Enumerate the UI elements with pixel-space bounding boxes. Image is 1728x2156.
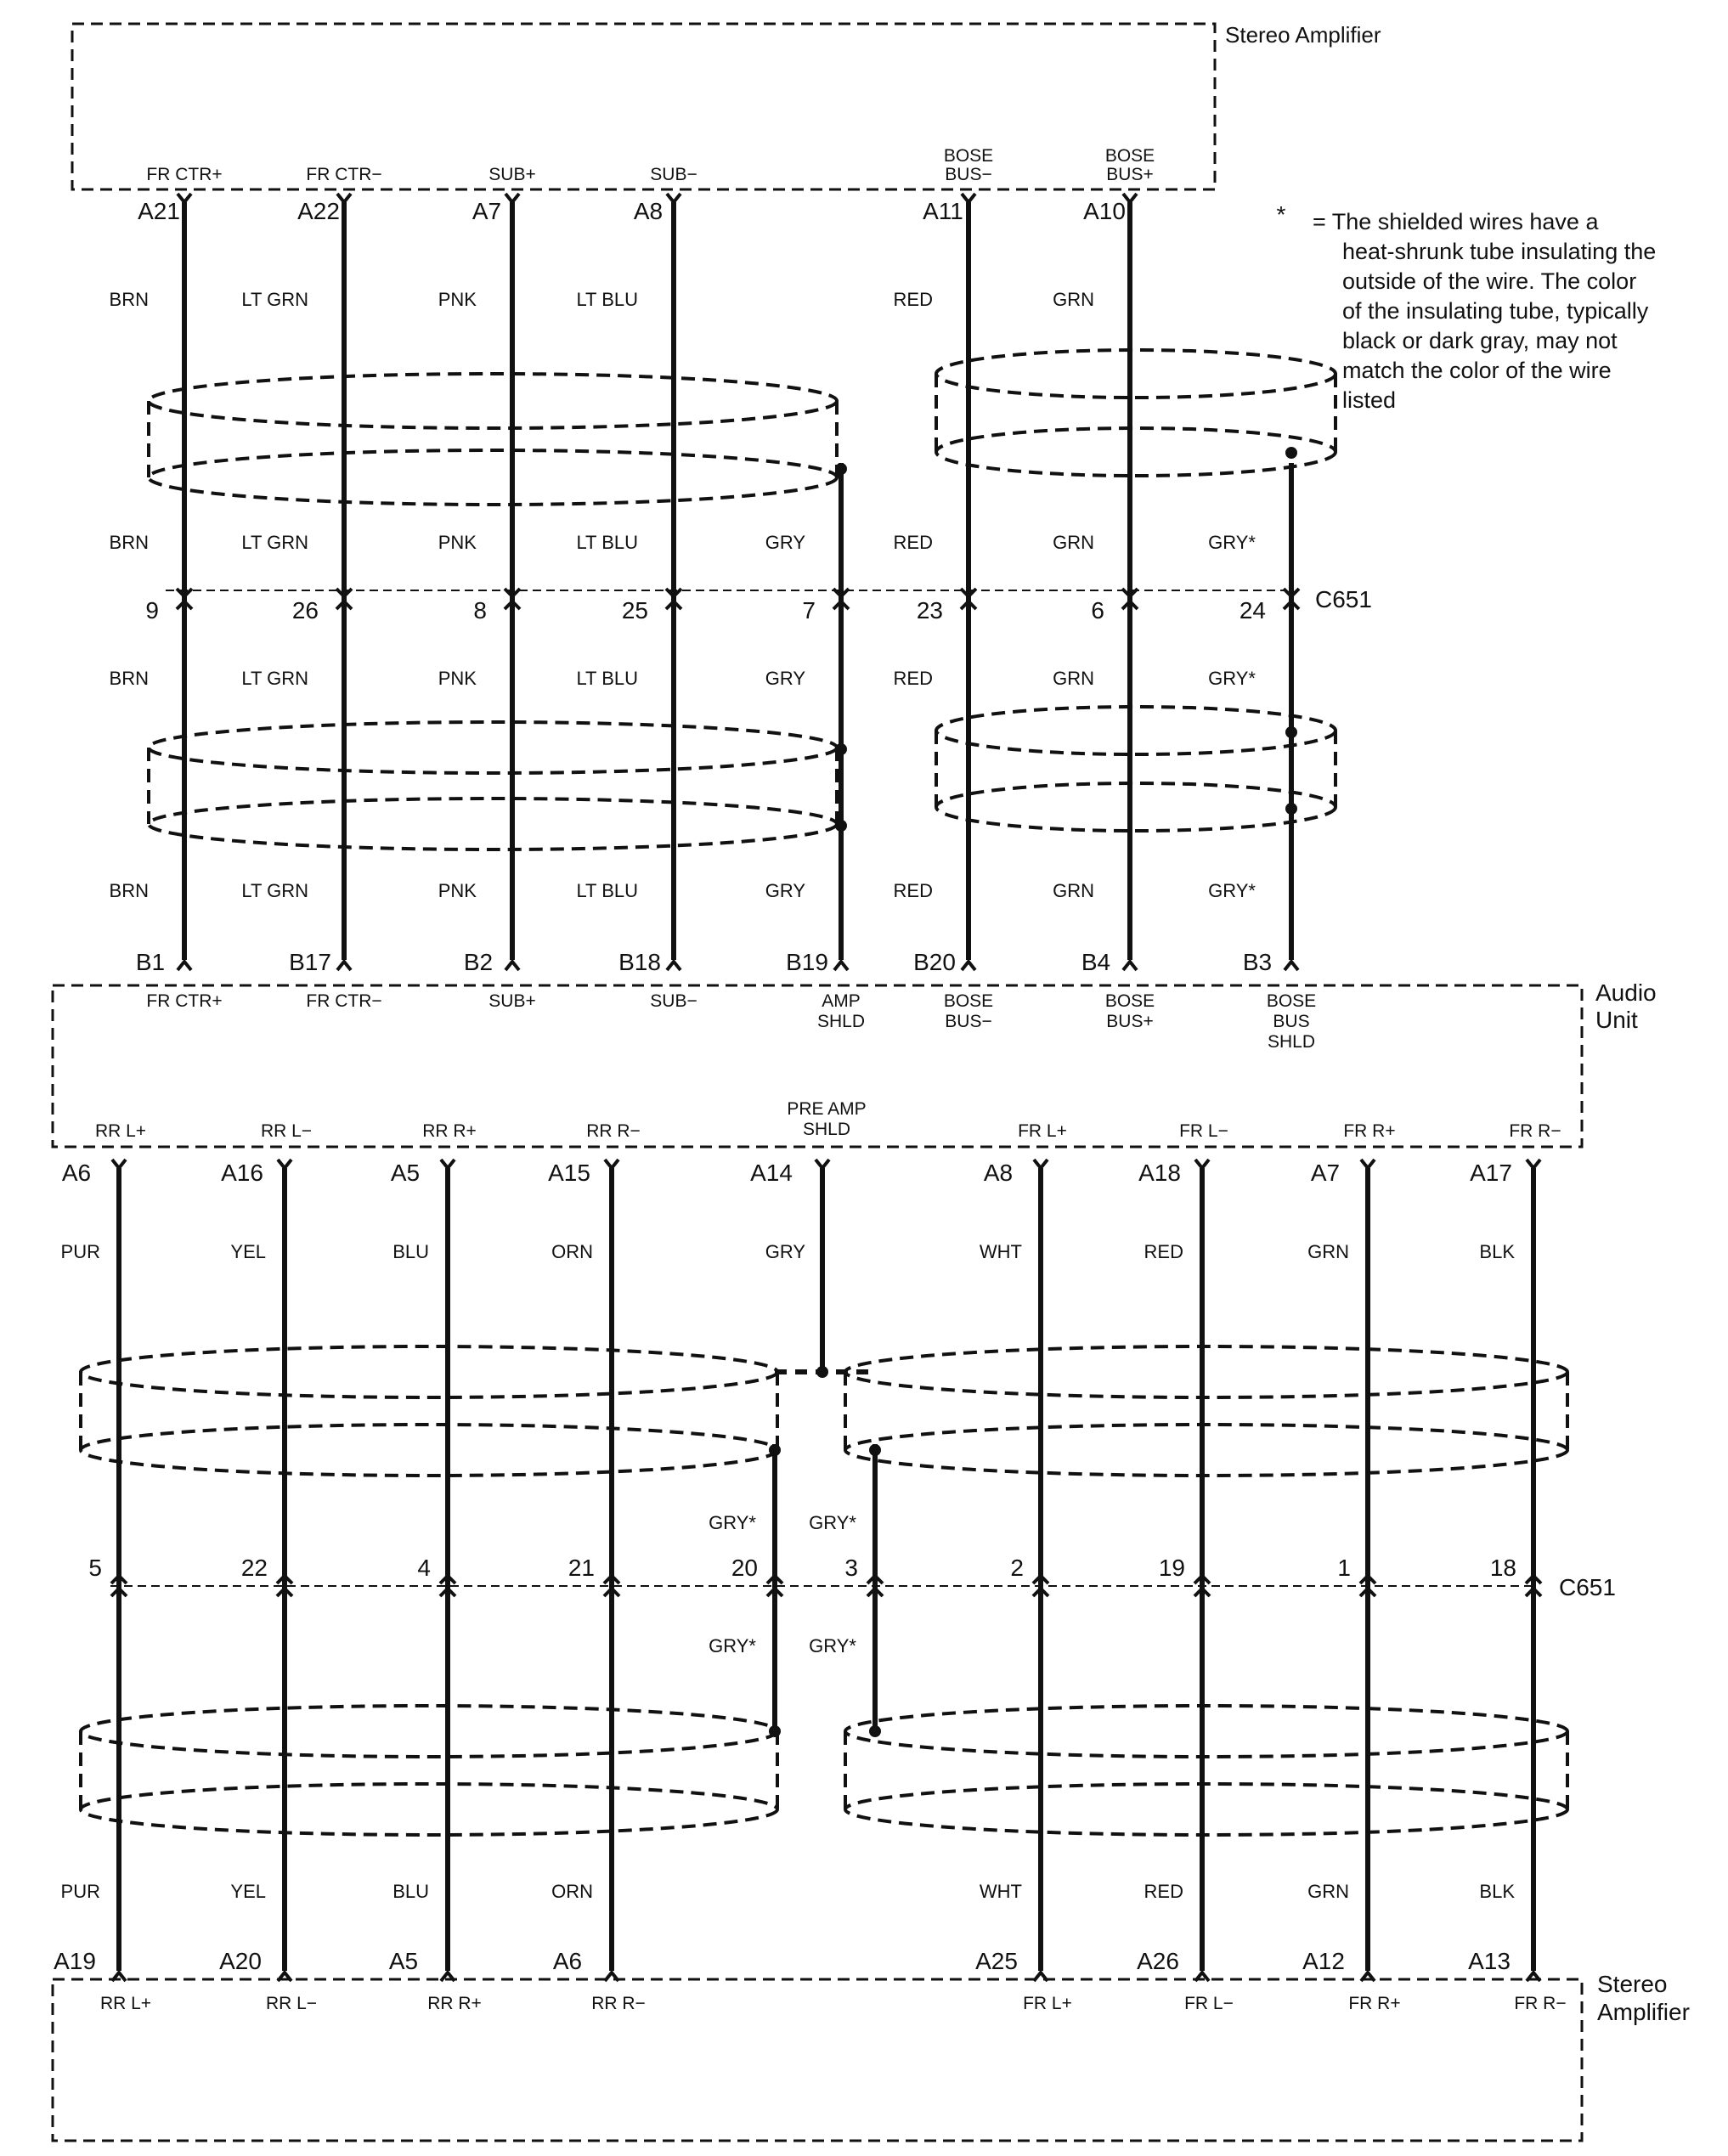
lower-color-top-3: ORN [551, 1241, 593, 1262]
lower-bottom-func-0: RR L+ [99, 1994, 152, 2013]
upper-color-mid-bottom-0: BRN [109, 668, 149, 689]
upper-color-bottom-5: RED [893, 880, 933, 901]
lower-shield-right-2-top [845, 1706, 1567, 1757]
upper-top-pin-3: A8 [633, 198, 664, 224]
upper-bottom-func-3-0: SUB− [650, 991, 697, 1011]
lower-top-pin-mark-5 [1195, 1160, 1209, 1168]
lower-c651-pin-6: 1 [1337, 1555, 1351, 1581]
upper-c651-pin-2: 8 [473, 597, 487, 624]
lower-bottom-pin-mark-3 [605, 1973, 618, 1981]
upper-color-mid-bottom-5: RED [893, 668, 933, 689]
drain-c651-pin-1: 3 [844, 1555, 858, 1581]
upper-top-pin-2: A7 [472, 198, 502, 224]
note-line-1: heat-shrunk tube insulating the [1342, 239, 1657, 264]
c651-label-lower: C651 [1559, 1574, 1616, 1600]
upper-bottom-pin-mark-6 [1123, 962, 1137, 970]
upper-top-func-6-0: BOSE [1104, 146, 1155, 166]
upper-top-func-3-0: SUB− [650, 165, 697, 184]
upper-bottom-pin-0: B1 [135, 949, 166, 975]
lower-bottom-pin-5: A26 [1137, 1948, 1179, 1974]
note-line-0: = The shielded wires have a [1313, 209, 1599, 234]
lower-color-top-4: WHT [979, 1241, 1022, 1262]
lower-color-bottom-0: PUR [60, 1881, 100, 1902]
lower-top-pin-3: A15 [548, 1160, 590, 1186]
lower-shield-left-1-drain [769, 1444, 781, 1456]
lower-top-pin-0: A6 [61, 1160, 92, 1186]
upper-bottom-func-5-1: BUS− [945, 1012, 992, 1031]
upper-color-bottom-0: BRN [109, 880, 149, 901]
lower-color-bottom-6: GRN [1307, 1881, 1349, 1902]
preamp-func-0: PRE AMP [787, 1099, 867, 1119]
stereo-amplifier-box-upper [72, 24, 1215, 189]
lower-c651-pin-0: 5 [88, 1555, 102, 1581]
lower-top-pin-mark-7 [1527, 1160, 1540, 1168]
preamp-pin: A14 [750, 1160, 793, 1186]
lower-shield-left-2-drain [769, 1725, 781, 1737]
lower-shield-left-1 [81, 1346, 777, 1476]
lower-top-pin-6: A7 [1310, 1160, 1341, 1186]
lower-bottom-func-6: FR R+ [1348, 1994, 1401, 2013]
lower-shield-right-2 [845, 1706, 1567, 1835]
lower-top-pin-mark-4 [1034, 1160, 1048, 1168]
upper-shield-left-1 [149, 374, 837, 505]
lower-top-func-6: FR R+ [1343, 1121, 1396, 1141]
lower-shield-right-2-drain [869, 1725, 881, 1737]
upper-top-func-5-1: BUS− [945, 165, 992, 184]
lower-shield-right-1-drain [869, 1444, 881, 1456]
upper-color-bottom-2: PNK [438, 880, 477, 901]
upper-bottom-func-7-0: BOSE [1266, 991, 1317, 1011]
lower-color-bottom-1: YEL [230, 1881, 266, 1902]
upper-color-mid-bottom-1: LT GRN [241, 668, 308, 689]
lower-bottom-func-7: FR R− [1514, 1994, 1567, 2013]
upper-top-func-6-1: BUS+ [1106, 165, 1154, 184]
upper-color-mid-top-6: GRN [1053, 532, 1094, 553]
upper-bottom-pin-3: B18 [618, 949, 661, 975]
preamp-func-1: SHLD [802, 1120, 851, 1139]
c651-label-upper: C651 [1315, 586, 1372, 612]
upper-shield-left-2-drain-a [835, 743, 847, 755]
lower-shield-left-2-bottom [81, 1784, 777, 1835]
note-line-5: match the color of the wire [1342, 358, 1612, 383]
upper-top-pin-mark-5 [962, 194, 975, 202]
lower-top-pin-mark-6 [1361, 1160, 1375, 1168]
upper-shield-left-1-top [149, 374, 837, 428]
lower-top-pin-7: A17 [1470, 1160, 1512, 1186]
upper-top-pin-5: A11 [923, 198, 963, 224]
upper-top-func-2-0: SUB+ [488, 165, 536, 184]
lower-shield-left-1-top [81, 1346, 777, 1397]
lower-bottom-func-3: RR R− [591, 1994, 646, 2013]
preamp-junction [816, 1366, 828, 1378]
upper-top-func-5-0: BOSE [943, 146, 994, 166]
lower-c651-pin-4: 2 [1010, 1555, 1024, 1581]
lower-color-top-1: YEL [230, 1241, 266, 1262]
upper-bottom-func-5-0: BOSE [943, 991, 994, 1011]
upper-bottom-pin-6: B4 [1081, 949, 1111, 975]
upper-bottom-func-0-0: FR CTR+ [146, 991, 223, 1011]
upper-bottom-pin-7: B3 [1242, 949, 1273, 975]
upper-shield-right-1-top [936, 350, 1336, 398]
lower-color-bottom-5: RED [1144, 1881, 1183, 1902]
upper-top-pin-6: A10 [1083, 198, 1126, 224]
upper-color-top-3: LT BLU [576, 289, 638, 310]
lower-color-bottom-2: BLU [392, 1881, 429, 1902]
lower-top-func-5: FR L− [1179, 1121, 1228, 1141]
lower-top-pin-mark-0 [112, 1160, 126, 1168]
upper-bottom-pin-5: B20 [913, 949, 956, 975]
lower-amp-title-1: Stereo [1597, 1971, 1668, 1997]
drain-color-below-0: GRY* [709, 1635, 756, 1657]
upper-shield-left-2 [149, 722, 837, 849]
lower-top-pin-mark-2 [441, 1160, 455, 1168]
upper-top-func-1-0: FR CTR− [306, 165, 382, 184]
upper-shield-right-1-bottom [936, 428, 1336, 476]
shield-tubes [81, 350, 1567, 1835]
upper-shield-right-1-drain [1285, 447, 1297, 459]
upper-color-top-0: BRN [109, 289, 149, 310]
lower-top-pin-mark-3 [605, 1160, 618, 1168]
upper-color-mid-top-7: GRY* [1208, 532, 1256, 553]
upper-bottom-pin-4: B19 [786, 949, 828, 975]
upper-top-pin-1: A22 [297, 198, 340, 224]
upper-bottom-pin-mark-5 [962, 962, 975, 970]
upper-shield-left-2-drain-b [835, 820, 847, 832]
lower-shield-right-2-bottom [845, 1784, 1567, 1835]
upper-color-mid-top-4: GRY [765, 532, 805, 553]
lower-shield-right-1-bottom [845, 1425, 1567, 1476]
upper-color-bottom-4: GRY [765, 880, 805, 901]
lower-c651-pin-7: 18 [1489, 1555, 1516, 1581]
drain-color-above-1: GRY* [809, 1512, 856, 1533]
upper-shield-left-2-bottom [149, 799, 837, 849]
note-line-6: listed [1342, 387, 1397, 413]
lower-shield-right-1 [845, 1346, 1567, 1476]
upper-color-mid-top-3: LT BLU [576, 532, 638, 553]
upper-bottom-pin-1: B17 [289, 949, 331, 975]
upper-color-bottom-1: LT GRN [241, 880, 308, 901]
lower-bottom-pin-7: A13 [1468, 1948, 1511, 1974]
upper-shield-right-2-top [936, 707, 1336, 754]
upper-c651-pin-3: 25 [621, 597, 648, 624]
upper-bottom-pin-mark-3 [667, 962, 680, 970]
upper-bottom-pin-mark-1 [337, 962, 351, 970]
upper-color-top-1: LT GRN [241, 289, 308, 310]
upper-bottom-pin-mark-2 [505, 962, 519, 970]
upper-c651-pin-0: 9 [145, 597, 159, 624]
lower-shield-right-1-top [845, 1346, 1567, 1397]
preamp-color: GRY [765, 1241, 805, 1262]
upper-bottom-pin-mark-7 [1285, 962, 1298, 970]
upper-top-pin-0: A21 [138, 198, 180, 224]
upper-bottom-pin-mark-0 [178, 962, 191, 970]
lower-bottom-pin-2: A5 [388, 1948, 419, 1974]
upper-bottom-func-4-0: AMP [822, 991, 861, 1011]
lower-bottom-pin-1: A20 [219, 1948, 262, 1974]
lower-bottom-func-2: RR R+ [427, 1994, 482, 2013]
upper-bottom-pin-mark-4 [834, 962, 848, 970]
note-line-2: outside of the wire. The color [1342, 268, 1637, 294]
drain-color-above-0: GRY* [709, 1512, 756, 1533]
upper-color-mid-top-0: BRN [109, 532, 149, 553]
upper-color-bottom-3: LT BLU [576, 880, 638, 901]
upper-bottom-func-6-1: BUS+ [1106, 1012, 1154, 1031]
upper-c651-pin-4: 7 [802, 597, 816, 624]
upper-c651-pin-1: 26 [291, 597, 319, 624]
upper-c651-pin-5: 23 [916, 597, 943, 624]
lower-bottom-pin-mark-4 [1034, 1973, 1048, 1981]
lower-top-func-3: RR R− [586, 1121, 641, 1141]
upper-color-mid-top-2: PNK [438, 532, 477, 553]
upper-bottom-func-6-0: BOSE [1104, 991, 1155, 1011]
lower-shield-left-2 [81, 1706, 777, 1835]
note-asterisk: * [1276, 201, 1286, 228]
lower-top-pin-mark-1 [278, 1160, 291, 1168]
upper-color-mid-bottom-7: GRY* [1208, 668, 1256, 689]
lower-top-func-0: RR L+ [94, 1121, 147, 1141]
upper-bottom-func-7-1: BUS [1273, 1012, 1310, 1031]
upper-bottom-func-2-0: SUB+ [488, 991, 536, 1011]
lower-amp-title-2: Amplifier [1597, 1999, 1690, 2025]
lower-top-pin-2: A5 [390, 1160, 421, 1186]
upper-color-mid-top-1: LT GRN [241, 532, 308, 553]
lower-color-top-2: BLU [392, 1241, 429, 1262]
labels [54, 22, 1690, 2025]
lower-top-func-7: FR R− [1509, 1121, 1561, 1141]
upper-shield-left-1-bottom [149, 450, 837, 505]
upper-color-bottom-6: GRN [1053, 880, 1094, 901]
upper-amp-title: Stereo Amplifier [1225, 22, 1381, 48]
upper-color-top-2: PNK [438, 289, 477, 310]
lower-c651-pin-1: 22 [240, 1555, 268, 1581]
upper-c651-pin-7: 24 [1239, 597, 1266, 624]
upper-c651-pin-6: 6 [1091, 597, 1104, 624]
lower-bottom-func-1: RR L− [265, 1994, 318, 2013]
lower-top-pin-5: A18 [1138, 1160, 1181, 1186]
drain-c651-pin-0: 20 [731, 1555, 758, 1581]
upper-shield-right-2-drain-a [1285, 726, 1297, 738]
upper-color-mid-top-5: RED [893, 532, 933, 553]
upper-color-mid-bottom-6: GRN [1053, 668, 1094, 689]
upper-shield-right-2 [936, 707, 1336, 831]
upper-bottom-func-4-1: SHLD [816, 1012, 866, 1031]
drain-color-below-1: GRY* [809, 1635, 856, 1657]
note-line-3: of the insulating tube, typically [1342, 298, 1649, 324]
lower-top-func-1: RR L− [260, 1121, 313, 1141]
lower-bottom-pin-0: A19 [54, 1948, 96, 1974]
upper-shield-right-1 [936, 350, 1336, 476]
lower-top-func-2: RR R+ [422, 1121, 477, 1141]
lower-bottom-func-4: FR L+ [1023, 1994, 1072, 2013]
note-line-4: black or dark gray, may not [1342, 328, 1618, 353]
upper-color-mid-bottom-4: GRY [765, 668, 805, 689]
lower-color-top-5: RED [1144, 1241, 1183, 1262]
lower-color-bottom-3: ORN [551, 1881, 593, 1902]
lower-color-top-6: GRN [1307, 1241, 1349, 1262]
upper-shield-left-1-drain [835, 463, 847, 475]
lower-color-top-7: BLK [1479, 1241, 1515, 1262]
upper-bottom-func-7-2: SHLD [1267, 1032, 1316, 1052]
lower-color-bottom-7: BLK [1479, 1881, 1515, 1902]
upper-bottom-pin-2: B2 [463, 949, 494, 975]
lower-shield-left-2-top [81, 1706, 777, 1757]
upper-shield-right-2-bottom [936, 783, 1336, 831]
lower-bottom-pin-4: A25 [975, 1948, 1018, 1974]
upper-top-pin-mark-2 [505, 194, 519, 202]
lower-top-func-4: FR L+ [1018, 1121, 1067, 1141]
lower-bottom-pin-3: A6 [552, 1948, 583, 1974]
lower-c651-pin-5: 19 [1158, 1555, 1185, 1581]
wires [110, 194, 1541, 1981]
upper-color-bottom-7: GRY* [1208, 880, 1256, 901]
upper-shield-left-2-top [149, 722, 837, 773]
lower-c651-pin-3: 21 [568, 1555, 595, 1581]
upper-color-top-5: RED [893, 289, 933, 310]
upper-shield-right-2-drain-b [1285, 803, 1297, 815]
lower-bottom-func-5: FR L− [1184, 1994, 1234, 2013]
upper-top-pin-mark-3 [667, 194, 680, 202]
lower-color-top-0: PUR [60, 1241, 100, 1262]
audio-unit-title-2: Unit [1595, 1007, 1638, 1033]
audio-unit-title-1: Audio [1595, 979, 1657, 1006]
upper-color-mid-bottom-2: PNK [438, 668, 477, 689]
lower-bottom-pin-6: A12 [1302, 1948, 1345, 1974]
lower-shield-left-1-bottom [81, 1425, 777, 1476]
lower-c651-pin-2: 4 [417, 1555, 431, 1581]
upper-bottom-func-1-0: FR CTR− [306, 991, 382, 1011]
upper-top-func-0-0: FR CTR+ [146, 165, 223, 184]
preamp-pin-mark [816, 1160, 829, 1168]
upper-color-mid-bottom-3: LT BLU [576, 668, 638, 689]
upper-color-top-6: GRN [1053, 289, 1094, 310]
lower-color-bottom-4: WHT [979, 1881, 1022, 1902]
lower-top-pin-1: A16 [221, 1160, 263, 1186]
lower-top-pin-4: A8 [983, 1160, 1014, 1186]
